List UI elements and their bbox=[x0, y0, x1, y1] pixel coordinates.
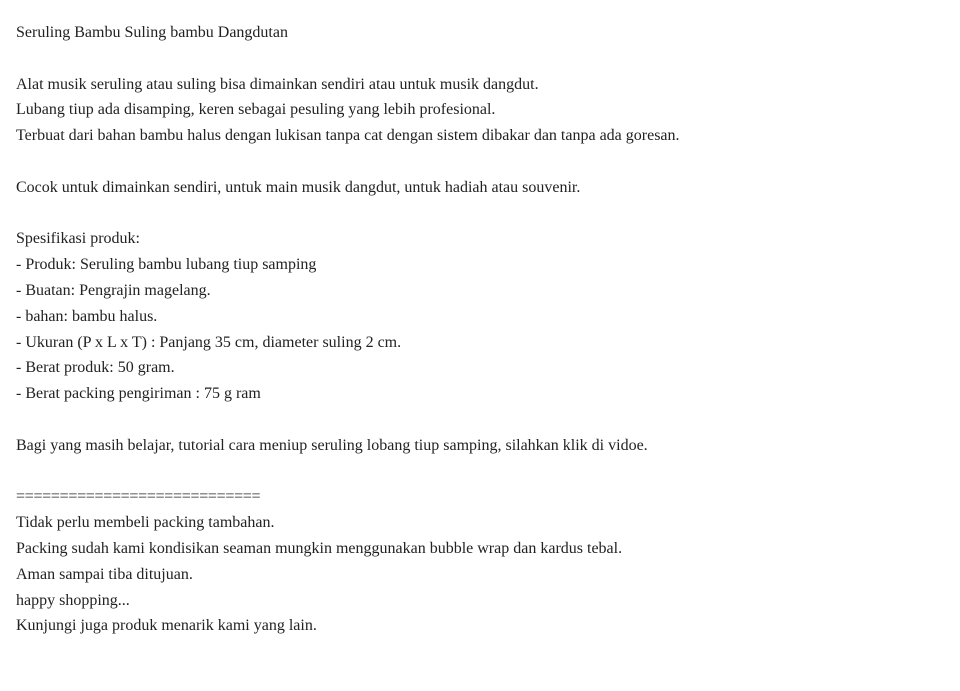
specs-heading: Spesifikasi produk: bbox=[16, 230, 140, 248]
spec-item: - bahan: bambu halus. bbox=[16, 307, 158, 325]
spec-item: - Berat produk: 50 gram. bbox=[16, 359, 175, 377]
closing-line: happy shopping... bbox=[16, 591, 130, 609]
spec-item: - Ukuran (P x L x T) : Panjang 35 cm, diameter suling 2 cm. bbox=[16, 333, 402, 351]
spec-item: - Berat packing pengiriman : 75 g ram bbox=[16, 385, 261, 403]
closing-line: Kunjungi juga produk menarik kami yang lain. bbox=[16, 617, 317, 635]
blank-line bbox=[16, 407, 944, 433]
closing-line: Aman sampai tiba ditujuan. bbox=[16, 565, 193, 583]
spec-item: - Buatan: Pengrajin magelang. bbox=[16, 281, 211, 299]
closing-line: Tidak perlu membeli packing tambahan. bbox=[16, 514, 275, 532]
separator-line: ============================ bbox=[16, 488, 261, 506]
tutorial-line: Bagi yang masih belajar, tutorial cara meniup seruling lobang tiup samping, silahkan klik di vidoe. bbox=[16, 436, 648, 454]
usage-line: Cocok untuk dimainkan sendiri, untuk main musik dangdut, untuk hadiah atau souvenir. bbox=[16, 178, 581, 196]
intro-line: Alat musik seruling atau suling bisa dimainkan sendiri atau untuk musik dangdut. bbox=[16, 75, 539, 93]
blank-line bbox=[16, 459, 944, 485]
blank-line bbox=[16, 201, 944, 227]
intro-line: Lubang tiup ada disamping, keren sebagai pesuling yang lebih profesional. bbox=[16, 101, 496, 119]
product-title: Seruling Bambu Suling bambu Dangdutan bbox=[16, 24, 288, 41]
spec-item: - Produk: Seruling bambu lubang tiup samping bbox=[16, 256, 317, 274]
intro-line: Terbuat dari bahan bambu halus dengan lukisan tanpa cat dengan sistem dibakar dan tanpa ada goresan. bbox=[16, 127, 680, 145]
closing-line: Packing sudah kami kondisikan seaman mungkin menggunakan bubble wrap dan kardus tebal. bbox=[16, 539, 623, 557]
blank-line bbox=[16, 46, 944, 72]
blank-line bbox=[16, 149, 944, 175]
